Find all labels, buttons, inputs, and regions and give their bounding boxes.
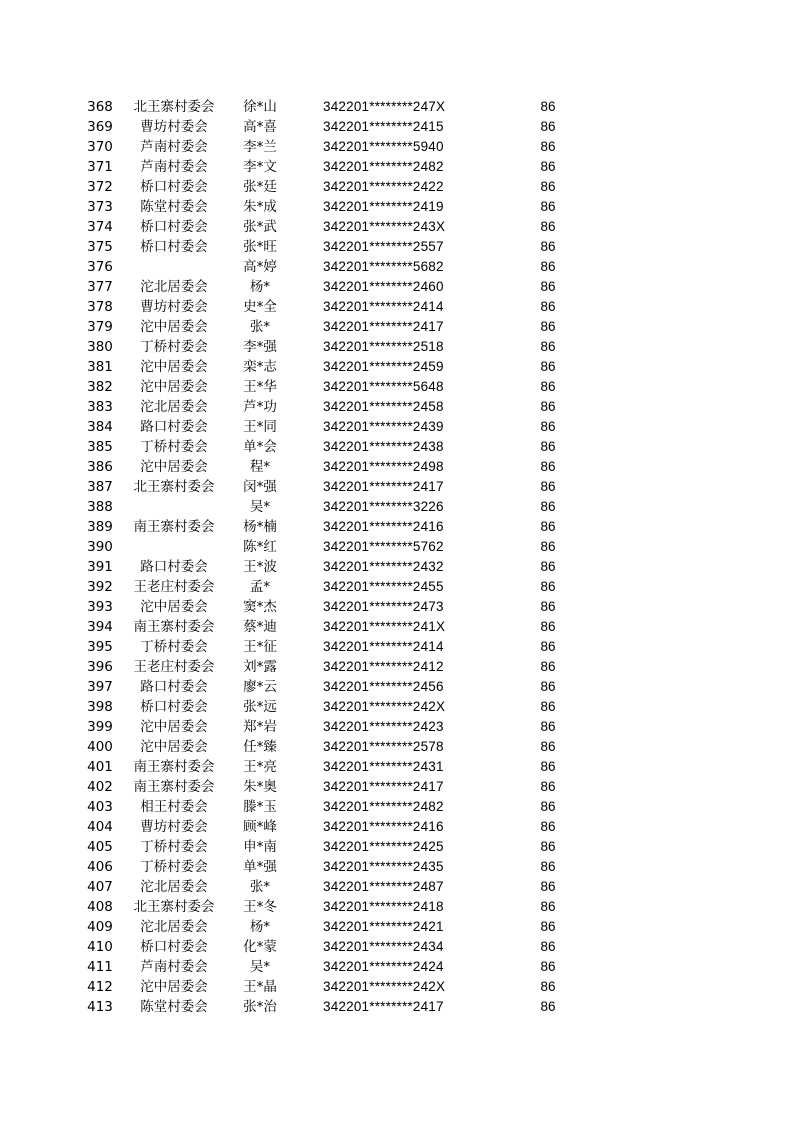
- id-number: 342201********2414: [323, 639, 444, 654]
- org-name: 曹坊村委会: [140, 119, 208, 135]
- person-name: 高*喜: [243, 119, 277, 135]
- person-name: 陈*红: [243, 539, 277, 555]
- row-number: 402: [87, 779, 113, 795]
- table-row: [0, 637, 793, 657]
- score: 86: [540, 659, 556, 674]
- person-name: 任*臻: [243, 739, 277, 755]
- person-name: 单*强: [243, 859, 277, 875]
- table-row: [0, 157, 793, 177]
- row-number: 372: [87, 179, 113, 195]
- score: 86: [540, 759, 556, 774]
- row-number: 400: [87, 739, 113, 755]
- id-number: 342201********2412: [323, 659, 444, 674]
- table-row: [0, 297, 793, 317]
- id-number: 342201********2434: [323, 939, 444, 954]
- table-row: [0, 277, 793, 297]
- org-name: 丁桥村委会: [140, 439, 208, 455]
- score: 86: [540, 499, 556, 514]
- person-name: 张*廷: [243, 179, 277, 195]
- score: 86: [540, 299, 556, 314]
- org-name: 丁桥村委会: [140, 339, 208, 355]
- table-row: [0, 697, 793, 717]
- person-name: 王*亮: [243, 759, 277, 775]
- id-number: 342201********2425: [323, 839, 444, 854]
- id-number: 342201********2417: [323, 479, 444, 494]
- row-number: 405: [87, 839, 113, 855]
- score: 86: [540, 599, 556, 614]
- person-name: 芦*功: [243, 399, 277, 415]
- person-name: 窦*杰: [243, 599, 277, 615]
- id-number: 342201********2473: [323, 599, 444, 614]
- org-name: 桥口村委会: [140, 179, 208, 195]
- org-name: 南王寨村委会: [133, 779, 215, 795]
- table-row: [0, 797, 793, 817]
- id-number: 342201********2418: [323, 899, 444, 914]
- table-row: [0, 117, 793, 137]
- person-name: 张*: [249, 319, 271, 335]
- org-name: 沱中居委会: [140, 739, 208, 755]
- table-row: [0, 337, 793, 357]
- id-number: 342201********2417: [323, 779, 444, 794]
- row-number: 381: [87, 359, 113, 375]
- row-number: 379: [87, 319, 113, 335]
- org-name: 丁桥村委会: [140, 859, 208, 875]
- row-number: 413: [87, 999, 113, 1015]
- score: 86: [540, 879, 556, 894]
- id-number: 342201********2416: [323, 819, 444, 834]
- id-number: 342201********2459: [323, 359, 444, 374]
- org-name: 沱北居委会: [140, 279, 208, 295]
- person-name: 孟*: [249, 579, 271, 595]
- table-row: [0, 597, 793, 617]
- row-number: 409: [87, 919, 113, 935]
- person-name: 栾*志: [243, 359, 277, 375]
- row-number: 388: [87, 499, 113, 515]
- org-name: 沱中居委会: [140, 319, 208, 335]
- table-row: [0, 997, 793, 1017]
- id-number: 342201********5648: [323, 379, 444, 394]
- score: 86: [540, 439, 556, 454]
- table-row: [0, 137, 793, 157]
- row-number: 410: [87, 939, 113, 955]
- person-name: 单*会: [243, 439, 277, 455]
- score: 86: [540, 939, 556, 954]
- row-number: 395: [87, 639, 113, 655]
- row-number: 371: [87, 159, 113, 175]
- table-row: [0, 757, 793, 777]
- row-number: 398: [87, 699, 113, 715]
- row-number: 403: [87, 799, 113, 815]
- table-row: [0, 457, 793, 477]
- table-row: [0, 917, 793, 937]
- row-number: 393: [87, 599, 113, 615]
- score: 86: [540, 399, 556, 414]
- row-number: 390: [87, 539, 113, 555]
- org-name: 沱中居委会: [140, 379, 208, 395]
- score: 86: [540, 279, 556, 294]
- row-number: 404: [87, 819, 113, 835]
- person-name: 刘*露: [243, 659, 277, 675]
- score: 86: [540, 619, 556, 634]
- id-number: 342201********2482: [323, 799, 444, 814]
- row-number: 380: [87, 339, 113, 355]
- row-number: 382: [87, 379, 113, 395]
- org-name: 桥口村委会: [140, 939, 208, 955]
- org-name: 桥口村委会: [140, 239, 208, 255]
- id-number: 342201********5682: [323, 259, 444, 274]
- score: 86: [540, 519, 556, 534]
- score: 86: [540, 899, 556, 914]
- row-number: 399: [87, 719, 113, 735]
- row-number: 408: [87, 899, 113, 915]
- table-row: [0, 397, 793, 417]
- id-number: 342201********3226: [323, 499, 444, 514]
- table-row: [0, 657, 793, 677]
- person-name: 徐*山: [243, 99, 277, 115]
- score: 86: [540, 419, 556, 434]
- id-number: 342201********2421: [323, 919, 444, 934]
- score: 86: [540, 779, 556, 794]
- table-row: [0, 817, 793, 837]
- score: 86: [540, 539, 556, 554]
- org-name: 芦南村委会: [140, 139, 208, 155]
- person-name: 王*征: [243, 639, 277, 655]
- score: 86: [540, 819, 556, 834]
- person-name: 杨*: [249, 919, 271, 935]
- table-row: [0, 217, 793, 237]
- org-name: 陈堂村委会: [140, 199, 208, 215]
- data-table: [0, 97, 793, 1017]
- id-number: 342201********2487: [323, 879, 444, 894]
- table-row: [0, 437, 793, 457]
- person-name: 程*: [249, 459, 271, 475]
- org-name: 沱中居委会: [140, 359, 208, 375]
- person-name: 李*强: [243, 339, 277, 355]
- org-name: 沱北居委会: [140, 879, 208, 895]
- person-name: 张*武: [243, 219, 277, 235]
- id-number: 342201********247X: [323, 99, 446, 114]
- org-name: 沱中居委会: [140, 599, 208, 615]
- id-number: 342201********2414: [323, 299, 444, 314]
- score: 86: [540, 179, 556, 194]
- org-name: 路口村委会: [140, 679, 208, 695]
- org-name: 北王寨村委会: [133, 479, 215, 495]
- row-number: 375: [87, 239, 113, 255]
- org-name: 曹坊村委会: [140, 299, 208, 315]
- org-name: 南王寨村委会: [133, 759, 215, 775]
- row-number: 386: [87, 459, 113, 475]
- org-name: 相王村委会: [140, 799, 208, 815]
- score: 86: [540, 719, 556, 734]
- table-row: [0, 717, 793, 737]
- id-number: 342201********2424: [323, 959, 444, 974]
- id-number: 342201********2456: [323, 679, 444, 694]
- score: 86: [540, 239, 556, 254]
- id-number: 342201********2458: [323, 399, 444, 414]
- org-name: 北王寨村委会: [133, 99, 215, 115]
- org-name: 沱北居委会: [140, 919, 208, 935]
- table-row: [0, 677, 793, 697]
- org-name: 沱中居委会: [140, 459, 208, 475]
- table-row: [0, 897, 793, 917]
- table-row: [0, 617, 793, 637]
- table-row: [0, 857, 793, 877]
- org-name: 沱北居委会: [140, 399, 208, 415]
- id-number: 342201********2415: [323, 119, 444, 134]
- score: 86: [540, 479, 556, 494]
- score: 86: [540, 799, 556, 814]
- id-number: 342201********2417: [323, 999, 444, 1014]
- row-number: 391: [87, 559, 113, 575]
- table-row: [0, 557, 793, 577]
- person-name: 滕*玉: [243, 799, 277, 815]
- person-name: 王*同: [243, 419, 277, 435]
- id-number: 342201********2455: [323, 579, 444, 594]
- org-name: 路口村委会: [140, 419, 208, 435]
- id-number: 342201********2557: [323, 239, 444, 254]
- person-name: 化*蒙: [243, 939, 277, 955]
- org-name: 芦南村委会: [140, 959, 208, 975]
- id-number: 342201********2423: [323, 719, 444, 734]
- person-name: 王*冬: [243, 899, 277, 915]
- table-row: [0, 737, 793, 757]
- score: 86: [540, 739, 556, 754]
- org-name: 桥口村委会: [140, 219, 208, 235]
- org-name: 芦南村委会: [140, 159, 208, 175]
- table-row: [0, 877, 793, 897]
- score: 86: [540, 259, 556, 274]
- table-row: [0, 357, 793, 377]
- row-number: 394: [87, 619, 113, 635]
- row-number: 392: [87, 579, 113, 595]
- score: 86: [540, 459, 556, 474]
- id-number: 342201********2417: [323, 319, 444, 334]
- id-number: 342201********2438: [323, 439, 444, 454]
- row-number: 376: [87, 259, 113, 275]
- person-name: 王*波: [243, 559, 277, 575]
- score: 86: [540, 839, 556, 854]
- id-number: 342201********2416: [323, 519, 444, 534]
- row-number: 384: [87, 419, 113, 435]
- row-number: 401: [87, 759, 113, 775]
- score: 86: [540, 99, 556, 114]
- row-number: 377: [87, 279, 113, 295]
- org-name: 王老庄村委会: [133, 579, 215, 595]
- person-name: 高*婷: [243, 259, 277, 275]
- row-number: 396: [87, 659, 113, 675]
- org-name: 沱中居委会: [140, 979, 208, 995]
- id-number: 342201********2518: [323, 339, 444, 354]
- person-name: 蔡*迪: [243, 619, 277, 635]
- row-number: 385: [87, 439, 113, 455]
- id-number: 342201********2482: [323, 159, 444, 174]
- score: 86: [540, 559, 556, 574]
- score: 86: [540, 379, 556, 394]
- table-row: [0, 977, 793, 997]
- person-name: 郑*岩: [243, 719, 277, 735]
- org-name: 桥口村委会: [140, 699, 208, 715]
- score: 86: [540, 219, 556, 234]
- person-name: 申*南: [243, 839, 277, 855]
- score: 86: [540, 119, 556, 134]
- table-row: [0, 257, 793, 277]
- row-number: 387: [87, 479, 113, 495]
- person-name: 顾*峰: [243, 819, 277, 835]
- id-number: 342201********2435: [323, 859, 444, 874]
- id-number: 342201********2432: [323, 559, 444, 574]
- id-number: 342201********2431: [323, 759, 444, 774]
- row-number: 397: [87, 679, 113, 695]
- id-number: 342201********2422: [323, 179, 444, 194]
- org-name: 丁桥村委会: [140, 639, 208, 655]
- person-name: 闵*强: [243, 479, 277, 495]
- row-number: 383: [87, 399, 113, 415]
- org-name: 南王寨村委会: [133, 619, 215, 635]
- person-name: 杨*楠: [243, 519, 277, 535]
- row-number: 369: [87, 119, 113, 135]
- person-name: 张*旺: [243, 239, 277, 255]
- score: 86: [540, 339, 556, 354]
- id-number: 342201********5762: [323, 539, 444, 554]
- row-number: 412: [87, 979, 113, 995]
- org-name: 曹坊村委会: [140, 819, 208, 835]
- table-row: [0, 837, 793, 857]
- score: 86: [540, 959, 556, 974]
- row-number: 378: [87, 299, 113, 315]
- row-number: 389: [87, 519, 113, 535]
- person-name: 杨*: [249, 279, 271, 295]
- org-name: 路口村委会: [140, 559, 208, 575]
- score: 86: [540, 979, 556, 994]
- person-name: 张*远: [243, 699, 277, 715]
- person-name: 王*华: [243, 379, 277, 395]
- row-number: 373: [87, 199, 113, 215]
- person-name: 朱*奥: [243, 779, 277, 795]
- org-name: 南王寨村委会: [133, 519, 215, 535]
- table-row: [0, 777, 793, 797]
- score: 86: [540, 359, 556, 374]
- score: 86: [540, 199, 556, 214]
- row-number: 406: [87, 859, 113, 875]
- table-row: [0, 97, 793, 117]
- score: 86: [540, 139, 556, 154]
- table-row: [0, 497, 793, 517]
- row-number: 407: [87, 879, 113, 895]
- table-row: [0, 317, 793, 337]
- row-number: 368: [87, 99, 113, 115]
- person-name: 廖*云: [243, 679, 277, 695]
- person-name: 李*兰: [243, 139, 277, 155]
- table-row: [0, 517, 793, 537]
- person-name: 史*全: [243, 299, 277, 315]
- table-row: [0, 237, 793, 257]
- score: 86: [540, 159, 556, 174]
- id-number: 342201********2439: [323, 419, 444, 434]
- score: 86: [540, 999, 556, 1014]
- table-row: [0, 537, 793, 557]
- id-number: 342201********242X: [323, 979, 446, 994]
- score: 86: [540, 579, 556, 594]
- table-row: [0, 477, 793, 497]
- person-name: 朱*成: [243, 199, 277, 215]
- org-name: 北王寨村委会: [133, 899, 215, 915]
- id-number: 342201********2578: [323, 739, 444, 754]
- score: 86: [540, 639, 556, 654]
- row-number: 374: [87, 219, 113, 235]
- id-number: 342201********243X: [323, 219, 446, 234]
- score: 86: [540, 679, 556, 694]
- id-number: 342201********2460: [323, 279, 444, 294]
- table-row: [0, 377, 793, 397]
- score: 86: [540, 699, 556, 714]
- id-number: 342201********241X: [323, 619, 446, 634]
- org-name: 丁桥村委会: [140, 839, 208, 855]
- row-number: 411: [87, 959, 113, 975]
- table-row: [0, 417, 793, 437]
- score: 86: [540, 859, 556, 874]
- person-name: 李*文: [243, 159, 277, 175]
- org-name: 陈堂村委会: [140, 999, 208, 1015]
- row-number: 370: [87, 139, 113, 155]
- table-row: [0, 957, 793, 977]
- table-row: [0, 197, 793, 217]
- org-name: 王老庄村委会: [133, 659, 215, 675]
- table-row: [0, 937, 793, 957]
- person-name: 王*晶: [243, 979, 277, 995]
- id-number: 342201********2498: [323, 459, 444, 474]
- org-name: 沱中居委会: [140, 719, 208, 735]
- person-name: 吴*: [249, 499, 271, 515]
- score: 86: [540, 319, 556, 334]
- table-row: [0, 177, 793, 197]
- table-row: [0, 577, 793, 597]
- score: 86: [540, 919, 556, 934]
- person-name: 张*治: [243, 999, 277, 1015]
- id-number: 342201********5940: [323, 139, 444, 154]
- id-number: 342201********242X: [323, 699, 446, 714]
- person-name: 吴*: [249, 959, 271, 975]
- person-name: 张*: [249, 879, 271, 895]
- id-number: 342201********2419: [323, 199, 444, 214]
